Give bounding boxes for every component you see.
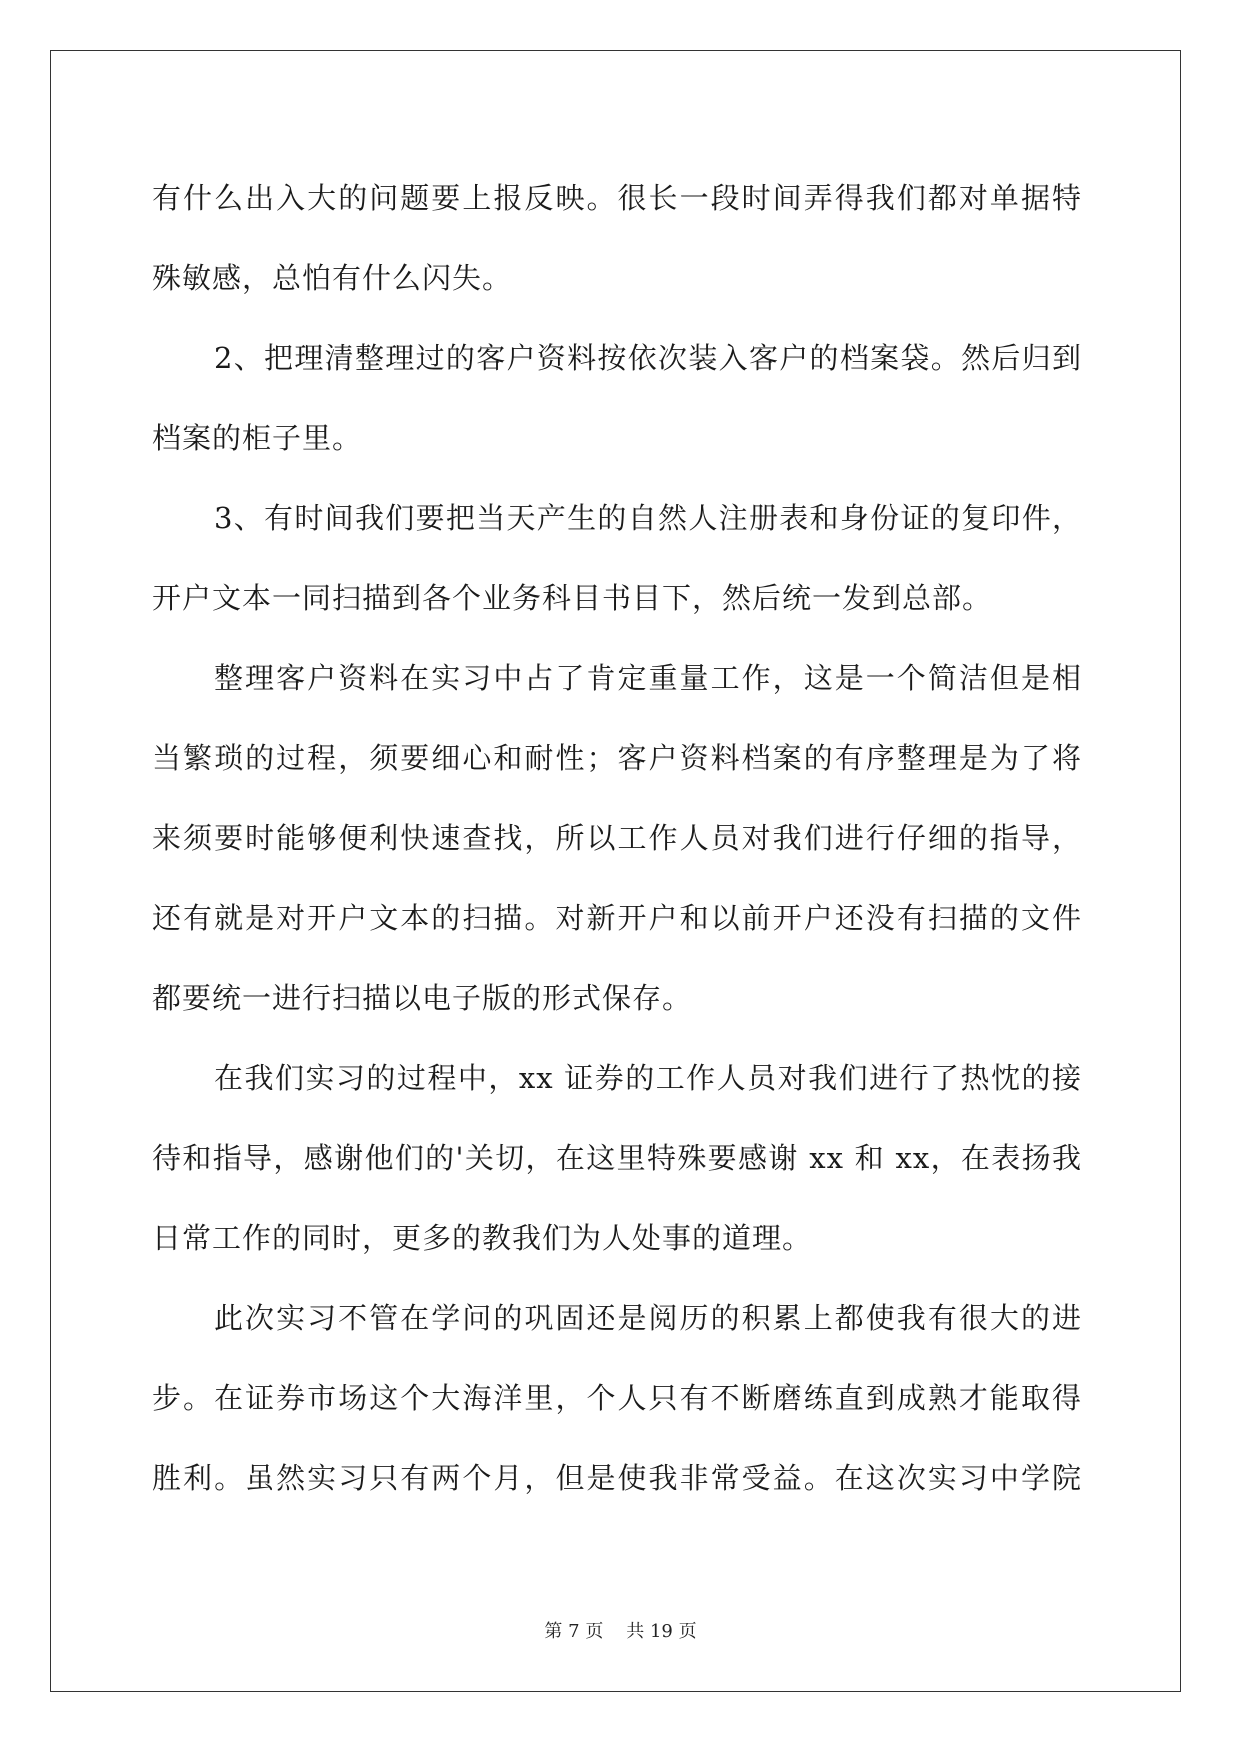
page-footer xyxy=(0,1617,1241,1643)
text-line: 2、把理清整理过的客户资料按依次装入客户的档案袋。然后归到 xyxy=(214,341,1082,375)
page-number: 第 7 页 xyxy=(544,1621,604,1642)
text-line: 胜利。虽然实习只有两个月，但是使我非常受益。在这次实习中学院 xyxy=(152,1461,1082,1495)
text-line: 待和指导，感谢他们的'关切，在这里特殊要感谢 xx 和 xx，在表扬我 xyxy=(152,1141,1082,1175)
text-line: 都要统一进行扫描以电子版的形式保存。 xyxy=(152,981,693,1015)
text-line: 日常工作的同时，更多的教我们为人处事的道理。 xyxy=(152,1221,813,1255)
text-line: 档案的柜子里。 xyxy=(152,421,363,455)
text-line: 来须要时能够便利快速查找，所以工作人员对我们进行仔细的指导， xyxy=(152,821,1082,855)
text-line: 还有就是对开户文本的扫描。对新开户和以前开户还没有扫描的文件 xyxy=(152,901,1082,935)
text-line: 开户文本一同扫描到各个业务科目书目下，然后统一发到总部。 xyxy=(152,581,993,615)
page-total: 共 19 页 xyxy=(626,1621,697,1642)
document-body xyxy=(152,158,1082,1518)
text-line: 整理客户资料在实习中占了肯定重量工作，这是一个简洁但是相 xyxy=(214,661,1082,695)
text-line: 此次实习不管在学问的巩固还是阅历的积累上都使我有很大的进 xyxy=(214,1301,1082,1335)
text-line: 有什么出入大的问题要上报反映。很长一段时间弄得我们都对单据特 xyxy=(152,181,1082,215)
text-line: 当繁琐的过程，须要细心和耐性；客户资料档案的有序整理是为了将 xyxy=(152,741,1082,775)
text-line: 殊敏感，总怕有什么闪失。 xyxy=(152,261,513,295)
text-line: 在我们实习的过程中，xx 证券的工作人员对我们进行了热忱的接 xyxy=(214,1061,1082,1095)
text-line: 步。在证券市场这个大海洋里，个人只有不断磨练直到成熟才能取得 xyxy=(152,1381,1082,1415)
text-line: 3、有时间我们要把当天产生的自然人注册表和身份证的复印件， xyxy=(214,501,1082,535)
